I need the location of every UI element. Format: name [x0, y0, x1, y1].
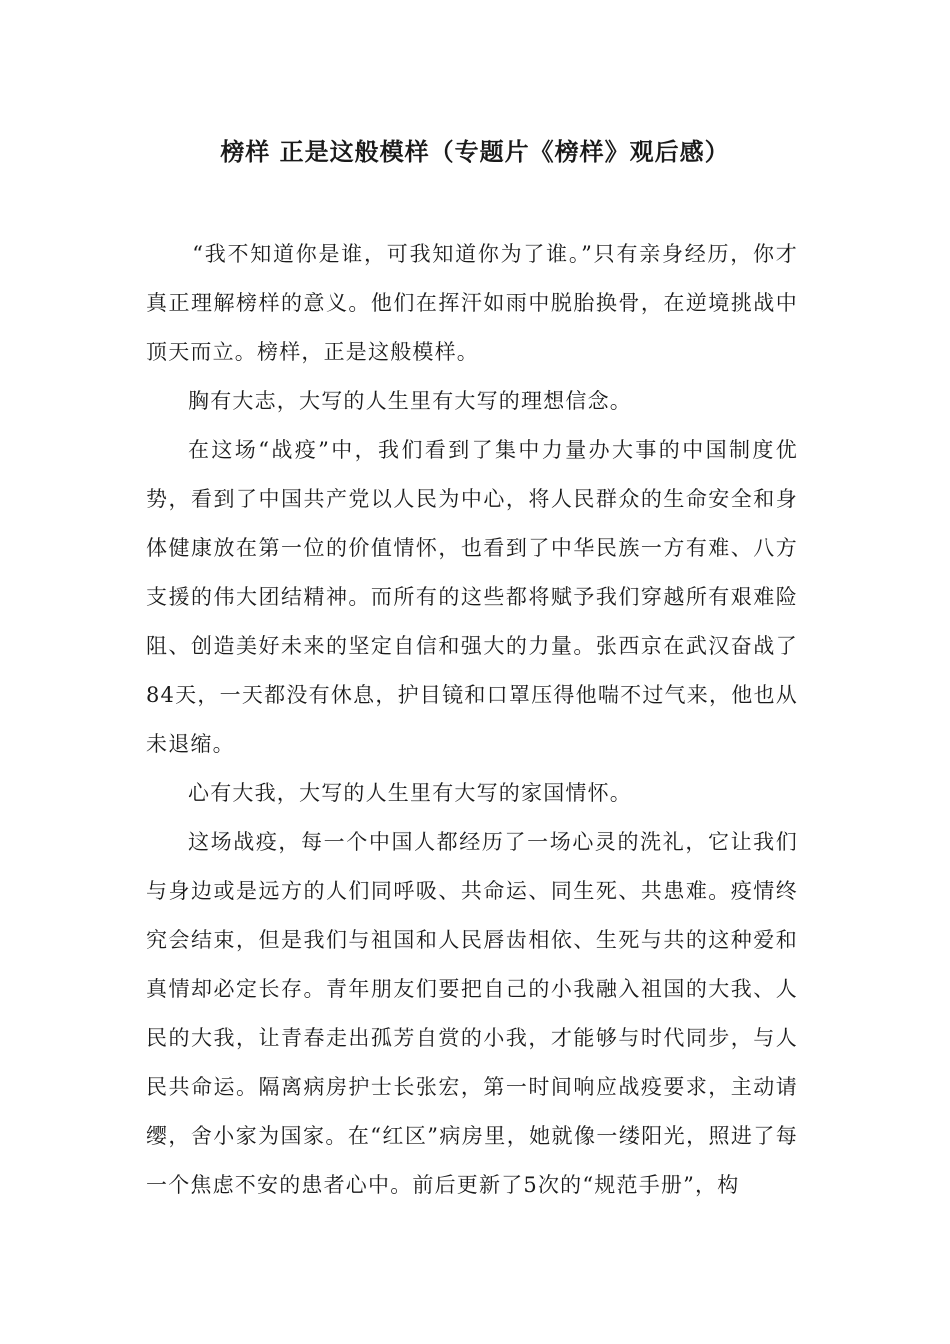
paragraph-heading-patriotism: 心有大我，大写的人生里有大写的家国情怀。 — [188, 781, 632, 805]
document-title: 榜样 正是这般模样（专题片《榜样》观后感） — [220, 137, 730, 166]
paragraph-heading-ideals: 胸有大志，大写的人生里有大写的理想信念。 — [188, 389, 632, 413]
paragraph-fight-epidemic: 在这场“战疫”中，我们看到了集中力量办大事的中国制度优势，看到了中国共产党以人民为中心，将人民群众的生命安全和身体健康放在第一位的价值情怀，也看到了中华民族一方有难、八方支援的伟大团结精神。而所有的这些都将赋予我们穿越所有艰难险阻、创造美好未来的坚定自信和强大的力量。张西京在武汉奋战了84天，一天都没有休息，护目镜和口罩压得他喘不过气来，他也从未退缩。 — [146, 438, 798, 756]
document-body — [146, 230, 798, 1210]
paragraph-intro: “我不知道你是谁，可我知道你为了谁。”只有亲身经历，你才真正理解榜样的意义。他们在挥汗如雨中脱胎换骨，在逆境挑战中顶天而立。榜样，正是这般模样。 — [146, 242, 798, 364]
paragraph-baptism: 这场战疫，每一个中国人都经历了一场心灵的洗礼，它让我们与身边或是远方的人们同呼吸、共命运、同生死、共患难。疫情终究会结束，但是我们与祖国和人民唇齿相依、生死与共的这种爱和真情却必定长存。青年朋友们要把自己的小我融入祖国的大我、人民的大我，让青春走出孤芳自赏的小我，才能够与时代同步，与人民共命运。隔离病房护士长张宏，第一时间响应战疫要求，主动请缨，舍小家为国家。在“红区”病房里，她就像一缕阳光，照进了每一个焦虑不安的患者心中。前后更新了5次的“规范手册”，构 — [146, 830, 798, 1197]
